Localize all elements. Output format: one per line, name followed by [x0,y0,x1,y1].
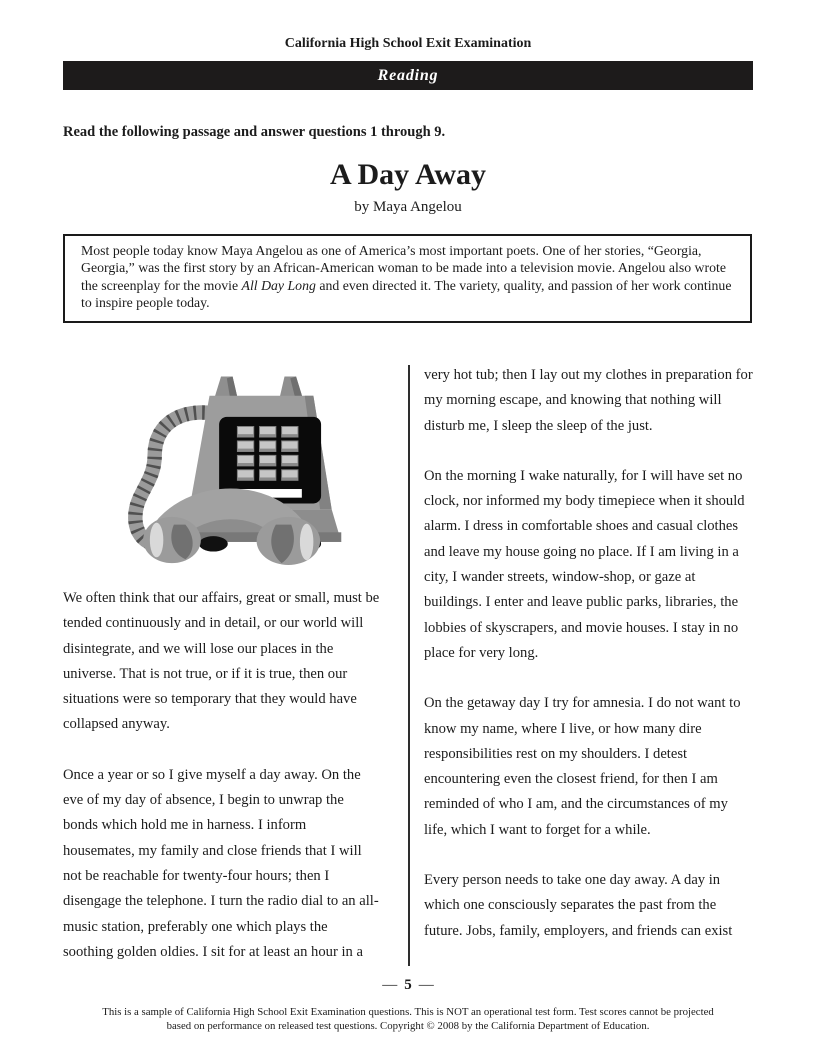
passage-paragraph: Once a year or so I give myself a day away. On the eve of my day of absence, I begin to unwrap the bonds which hold me in harness. I inform housemates, my family and close friends that I will not be reachable for twenty-four hours; then I disengage the telephone. I turn the radio dial to an all-music station, preferably one which plays the soothing golden oldies. I sit for at least an hour in a [63,766,379,960]
page-number-value: 5 [404,977,412,993]
intro-text-part2: and even directed it. The variety, quality, and passion of her work continue to inspire people today. [81,277,732,311]
footer-disclaimer [0,1006,816,1033]
passage-paragraph: Every person needs to take one day away. A day in which one consciously separates the past from the future. Jobs, family, employers, and friends can exist [424,872,733,939]
exam-title: California High School Exit Examination [284,36,532,51]
section-banner: Reading [63,61,753,90]
page-number-dash-left: — [382,977,398,993]
passage-columns [63,363,753,967]
passage-byline: by Maya Angelou [354,199,462,215]
author-intro-box [63,234,752,323]
telephone-illustration [63,363,381,565]
footer-disclaimer-line1: This is a sample of California High School Exit Examination questions. This is NOT an operational test form. Test scores cannot be projected [102,1006,714,1018]
passage-paragraph: We often think that our affairs, great or small, must be tended continuously and in detail, or our world will disintegrate, and we will lose our places in the universe. That is not true, or if it is true, then our situations were so temporary that they would have collapsed anyway. [63,590,380,733]
left-column [63,363,381,965]
passage-paragraph: On the getaway day I try for amnesia. I do not want to know my name, where I live, or how many dire responsibilities rest on my shoulders. I detest encountering even the closest friend, for then I am reminded of who I am, and the circumstances of my life, which I want to forget for a while. [424,695,741,838]
footer-disclaimer-line2: based on performance on released test questions. Copyright © 2008 by the California Department of Education. [166,1019,650,1032]
page-number [0,977,816,994]
passage-paragraph: very hot tub; then I lay out my clothes in preparation for my morning escape, and knowing that nothing will disturb me, I sleep the sleep of the just. [424,367,753,434]
page-number-dash-right: — [418,977,434,993]
intro-text-italic-title: All Day Long [241,277,316,293]
instruction-text: Read the following passage and answer questions 1 through 9. [63,124,446,140]
passage-paragraph: On the morning I wake naturally, for I will have set no clock, nor informed my body timepiece when it should alarm. I dress in comfortable shoes and casual clothes and leave my house going no place. If I am living in a city, I wander streets, window-shop, or gaze at buildings. I enter and leave public parks, libraries, the lobbies of skyscrapers, and movie houses. I stay in no place for very long. [424,467,745,661]
telephone-icon [72,363,372,565]
intro-text-part1: Most people today know Maya Angelou as one of America’s most important poets. One of her stories, “Georgia, Georgia,” was the first story by an African-American woman to be made into a television movie. Angelou also wrote the screenplay for the movie [81,243,726,293]
passage-title: A Day Away [329,158,487,191]
column-divider [408,365,410,966]
right-column [424,363,753,944]
